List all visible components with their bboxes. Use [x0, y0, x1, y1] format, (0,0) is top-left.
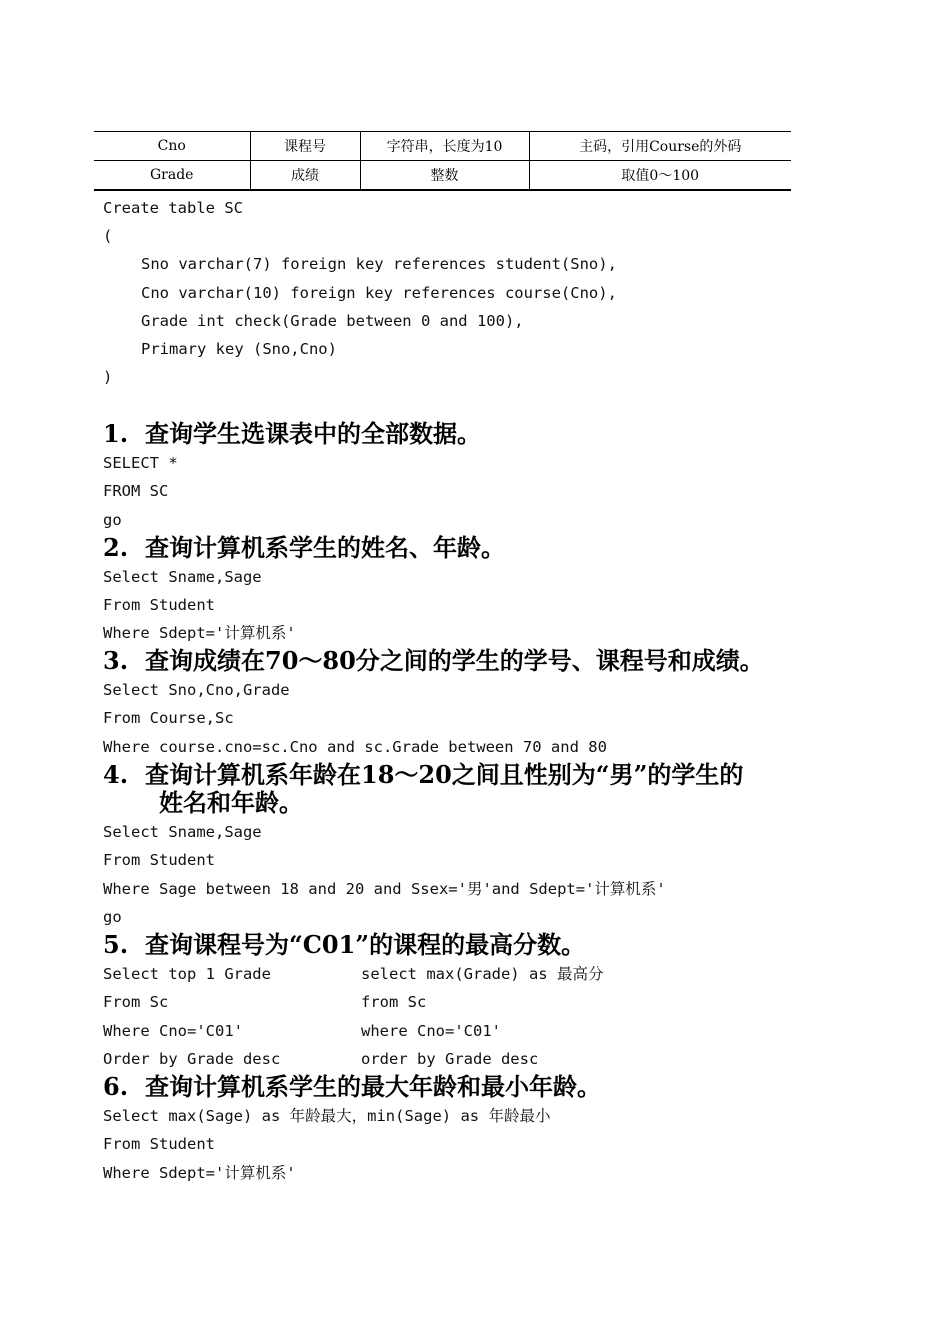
code-line: Primary key (Sno,Cno)	[141, 340, 337, 358]
code-line: Cno varchar(10) foreign key references course(Cno),	[141, 284, 617, 302]
code-line: Select Sname,Sage	[103, 568, 262, 586]
code-line: From Course,Sc	[103, 709, 234, 727]
table-row	[94, 132, 791, 161]
table-cell-field: Grade	[94, 161, 250, 191]
code-line: go	[103, 908, 122, 926]
code-line: Create table SC	[103, 199, 243, 217]
code-line-left: Select top 1 Grade	[103, 965, 271, 983]
question-heading-4-continued: 姓名和年龄。	[159, 788, 303, 817]
code-line: From Student	[103, 1135, 215, 1153]
table-cell-constraint: 取值0～100	[529, 161, 791, 191]
code-line-left: Where Cno='C01'	[103, 1022, 243, 1040]
question-number: 4.	[103, 760, 129, 789]
question-heading-1	[103, 420, 481, 448]
question-title: 查询计算机系学生的最大年龄和最小年龄。	[145, 1072, 601, 1101]
question-title: 查询计算机系年龄在18～20之间且性别为“男”的学生的	[145, 760, 744, 789]
code-line: Where Sdept='计算机系'	[103, 1164, 296, 1182]
question-heading-5	[103, 931, 585, 959]
question-heading-6	[103, 1073, 601, 1101]
question-title: 查询学生选课表中的全部数据。	[145, 419, 481, 448]
schema-table	[94, 131, 791, 191]
code-line: Select Sno,Cno,Grade	[103, 681, 290, 699]
question-title: 查询计算机系学生的姓名、年龄。	[145, 533, 505, 562]
question-number: 3.	[103, 646, 129, 675]
code-line-right: from Sc	[361, 993, 427, 1011]
question-heading-4	[103, 761, 743, 789]
question-number: 2.	[103, 533, 129, 562]
code-line: (	[103, 227, 113, 245]
code-line-left: From Sc	[103, 993, 169, 1011]
question-title: 查询成绩在70～80分之间的学生的学号、课程号和成绩。	[145, 646, 764, 675]
code-line: )	[103, 368, 113, 386]
question-number: 5.	[103, 930, 129, 959]
question-heading-2	[103, 534, 505, 562]
code-line-right: select max(Grade) as 最高分	[361, 965, 604, 983]
code-line: Select Sname,Sage	[103, 823, 262, 841]
code-line: From Student	[103, 596, 215, 614]
code-line: Where Sage between 18 and 20 and Ssex='男'and Sdept='计算机系'	[103, 880, 666, 898]
code-line: FROM SC	[103, 482, 169, 500]
code-line: SELECT *	[103, 454, 178, 472]
code-line-left: Order by Grade desc	[103, 1050, 281, 1068]
question-title: 查询课程号为“C01”的课程的最高分数。	[145, 930, 586, 959]
code-line: Grade int check(Grade between 0 and 100),	[141, 312, 524, 330]
code-line: Select max(Sage) as 年龄最大，min(Sage) as 年龄最小	[103, 1107, 551, 1125]
code-line: Sno varchar(7) foreign key references student(Sno),	[141, 255, 617, 273]
table-cell-type: 整数	[360, 161, 529, 191]
code-line: From Student	[103, 851, 215, 869]
question-number: 6.	[103, 1072, 129, 1101]
question-heading-3	[103, 647, 764, 675]
code-line-right: where Cno='C01'	[361, 1022, 501, 1040]
code-line: Where course.cno=sc.Cno and sc.Grade between 70 and 80	[103, 738, 607, 756]
table-cell-field: Cno	[94, 132, 250, 161]
table-cell-meaning: 成绩	[250, 161, 360, 191]
code-line: Where Sdept='计算机系'	[103, 624, 296, 642]
question-number: 1.	[103, 419, 129, 448]
table-cell-constraint: 主码，引用Course的外码	[529, 132, 791, 161]
table-cell-type: 字符串，长度为10	[360, 132, 529, 161]
table-cell-meaning: 课程号	[250, 132, 360, 161]
table-row	[94, 161, 791, 191]
code-line-right: order by Grade desc	[361, 1050, 539, 1068]
code-line: go	[103, 511, 122, 529]
